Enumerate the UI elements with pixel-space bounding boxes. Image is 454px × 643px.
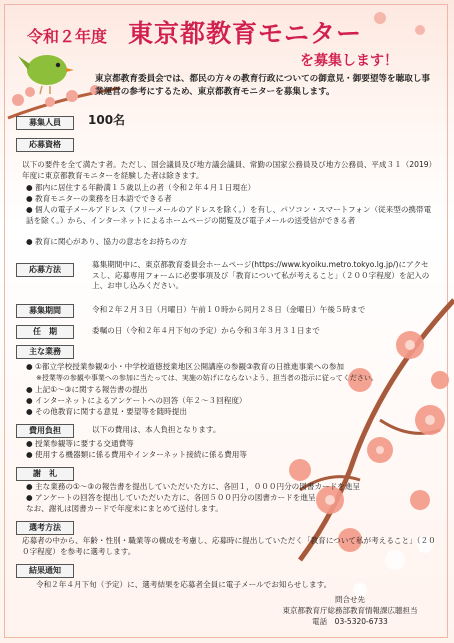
reward-note: なお、謝礼は図書カードで年度末にまとめて送付します。: [26, 504, 223, 513]
qualification-lead: 以下の要件を全て満たす者。ただし、国会議員及び地方議会議員、常勤の国家公務員及び地方公務員、平成３１（2019）年度に東京都教育モニターを経験した者は除きます。: [22, 160, 433, 180]
section-label-count: 募集人員: [16, 116, 74, 130]
section-label-term: 任 期: [16, 325, 74, 339]
section-label-method: 応募方法: [16, 263, 74, 277]
contact-phone: 電話 03-5320-6733: [312, 617, 388, 626]
selection-text: 応募者の中から、年齢・性別・職業等の構成を考慮し、応募時に提出していただく「教育について私が考えること」（２００字程度）を参考に選考します。: [22, 536, 436, 556]
section-label-reward: 謝 礼: [16, 467, 74, 481]
contact-heading: 問合せ先: [335, 595, 365, 604]
cost-item: ● 使用する機器類に係る費用やインターネット接続に係る費用等: [26, 450, 247, 459]
section-label-qualification: 応募資格: [16, 138, 74, 152]
bird-icon: [18, 55, 74, 94]
count-value: 100名: [88, 113, 126, 127]
duty-item: ● 上記①～③に関する報告書の提出: [26, 385, 148, 394]
reward-item: ● アンケートの回答を提出していただいた方に、各回５００円分の図書カードを進呈: [26, 493, 316, 502]
cost-lead: 以下の費用は、本人負担となります。: [92, 425, 221, 434]
section-label-period: 募集期間: [16, 304, 74, 318]
section-label-cost: 費用負担: [16, 424, 74, 438]
cost-item: ● 授業参観等に要する交通費等: [26, 439, 134, 448]
qualification-item: ● 教育モニターの業務を日本語でできる者: [26, 194, 172, 203]
duty-note: ※授業等の参観や事業への参加に当たっては、実施の妨げにならないよう、担当者の指示に従ってください。: [36, 374, 378, 382]
intro-text: 東京都教育委員会では、都民の方々の教育行政についての御意見・御要望等を聴取し事業運営の参考にするため、東京都教育モニターを募集します。: [95, 74, 430, 97]
reward-item: ● 主な業務の①～③の報告書を提出していただいた方に、各回１，０００円分の図書カードを進呈: [26, 482, 361, 491]
contact-block: [264, 594, 436, 627]
result-text: 令和２年４月下旬（予定）に、選考結果を応募者全員に電子メールでお知らせします。: [36, 580, 332, 589]
period-text: 令和２年２月３日（月曜日）午前１０時から同月２８日（金曜日）午後５時まで: [92, 305, 366, 314]
duty-item: ● ①都立学校授業参観②小・中学校道徳授業地区公開講座の参観③教育の日推進事業への参加: [26, 362, 345, 371]
method-text: 募集期間中に、東京都教育委員会ホームページ(https://www.kyoiku.metro.tokyo.lg.jp/)にアクセスし、応募専用フォームに必要事項及び「教育について私が考えること」（２００字程度）を記入の上、お申し込みください。: [92, 260, 430, 290]
qualification-item: ● 都内に居住する年齢満１５歳以上の者（令和２年４月１日現在）: [26, 183, 256, 192]
section-label-selection: 選考方法: [16, 521, 74, 535]
section-label-duty: 主な業務: [16, 345, 74, 359]
header-year: 令和２年度: [27, 27, 108, 46]
page-title: 東京都教育モニター: [128, 19, 363, 48]
duty-item: ● インターネットによるアンケートへの回答（年２～３回程度）: [26, 396, 247, 405]
contact-org: 東京都教育庁総務部教育情報課広聴担当: [282, 606, 418, 615]
duty-item: ● その他教育に関する意見・要望等を随時提出: [26, 407, 187, 416]
section-label-result: 結果通知: [16, 564, 74, 578]
term-text: 委嘱の日（令和２年４月下旬の予定）から令和３年３月３１日まで: [92, 326, 320, 335]
qualification-item: ● 個人の電子メールアドレス（フリーメールのアドレスを除く。）を有し、パソコン・スマートフォン（従来型の携帯電話を除く。）から、インターネットによるホームページの閲覧及び電子メールの送受信ができる者: [26, 205, 432, 225]
page-subtitle: を募集します！: [300, 53, 398, 69]
qualification-item: ● 教育に関心があり、協力の意志をお持ちの方: [26, 237, 187, 246]
